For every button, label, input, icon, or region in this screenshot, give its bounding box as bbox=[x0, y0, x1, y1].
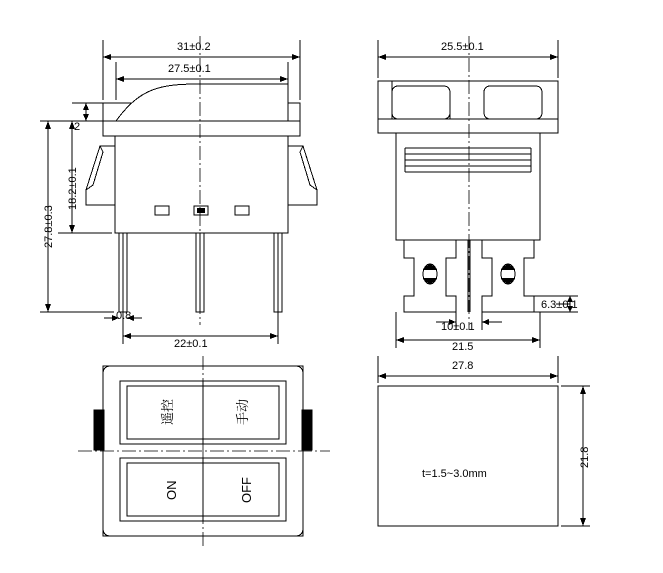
left-snap-clip bbox=[86, 146, 115, 205]
right-snap-clip bbox=[288, 146, 317, 205]
panel-thickness-note: t=1.5~3.0mm bbox=[422, 468, 487, 480]
dim-label-18-2: 18.2±0.1 bbox=[67, 167, 79, 210]
terminal-marker-3 bbox=[235, 206, 249, 215]
button-label-upper-right[interactable]: 手动 bbox=[236, 398, 251, 425]
dim-label-2: 2 bbox=[74, 121, 81, 133]
left-tab bbox=[94, 410, 104, 450]
dim-label-cutout-height: 21.8 bbox=[579, 446, 591, 468]
dim-label-27-8: 27.8±0.3 bbox=[43, 205, 55, 248]
dim-label-22: 22±0.1 bbox=[174, 338, 208, 350]
dim-label-10: 10±0.1 bbox=[441, 321, 475, 333]
dim-label-0-8: 0.8 bbox=[116, 310, 132, 322]
side-body bbox=[396, 133, 540, 240]
dim-label-31: 31±0.2 bbox=[177, 41, 211, 53]
dim-label-27-5: 27.5±0.1 bbox=[168, 63, 211, 75]
button-label-upper-left[interactable]: 遥控 bbox=[161, 398, 176, 425]
panel-cutout-rect bbox=[378, 386, 558, 526]
button-label-lower-left[interactable]: ON bbox=[164, 480, 179, 500]
rocker-actuator bbox=[116, 84, 288, 121]
right-tab bbox=[302, 410, 312, 450]
dim-label-25-5: 25.5±0.1 bbox=[441, 41, 484, 53]
dim-label-cutout-width: 27.8 bbox=[452, 360, 474, 372]
button-label-lower-right: OFF bbox=[239, 477, 254, 503]
dim-label-6-3: 6.3±0.1 bbox=[541, 299, 578, 311]
terminal-marker-1 bbox=[155, 206, 169, 215]
front-body bbox=[115, 136, 288, 233]
dim-label-21-5: 21.5 bbox=[452, 341, 474, 353]
